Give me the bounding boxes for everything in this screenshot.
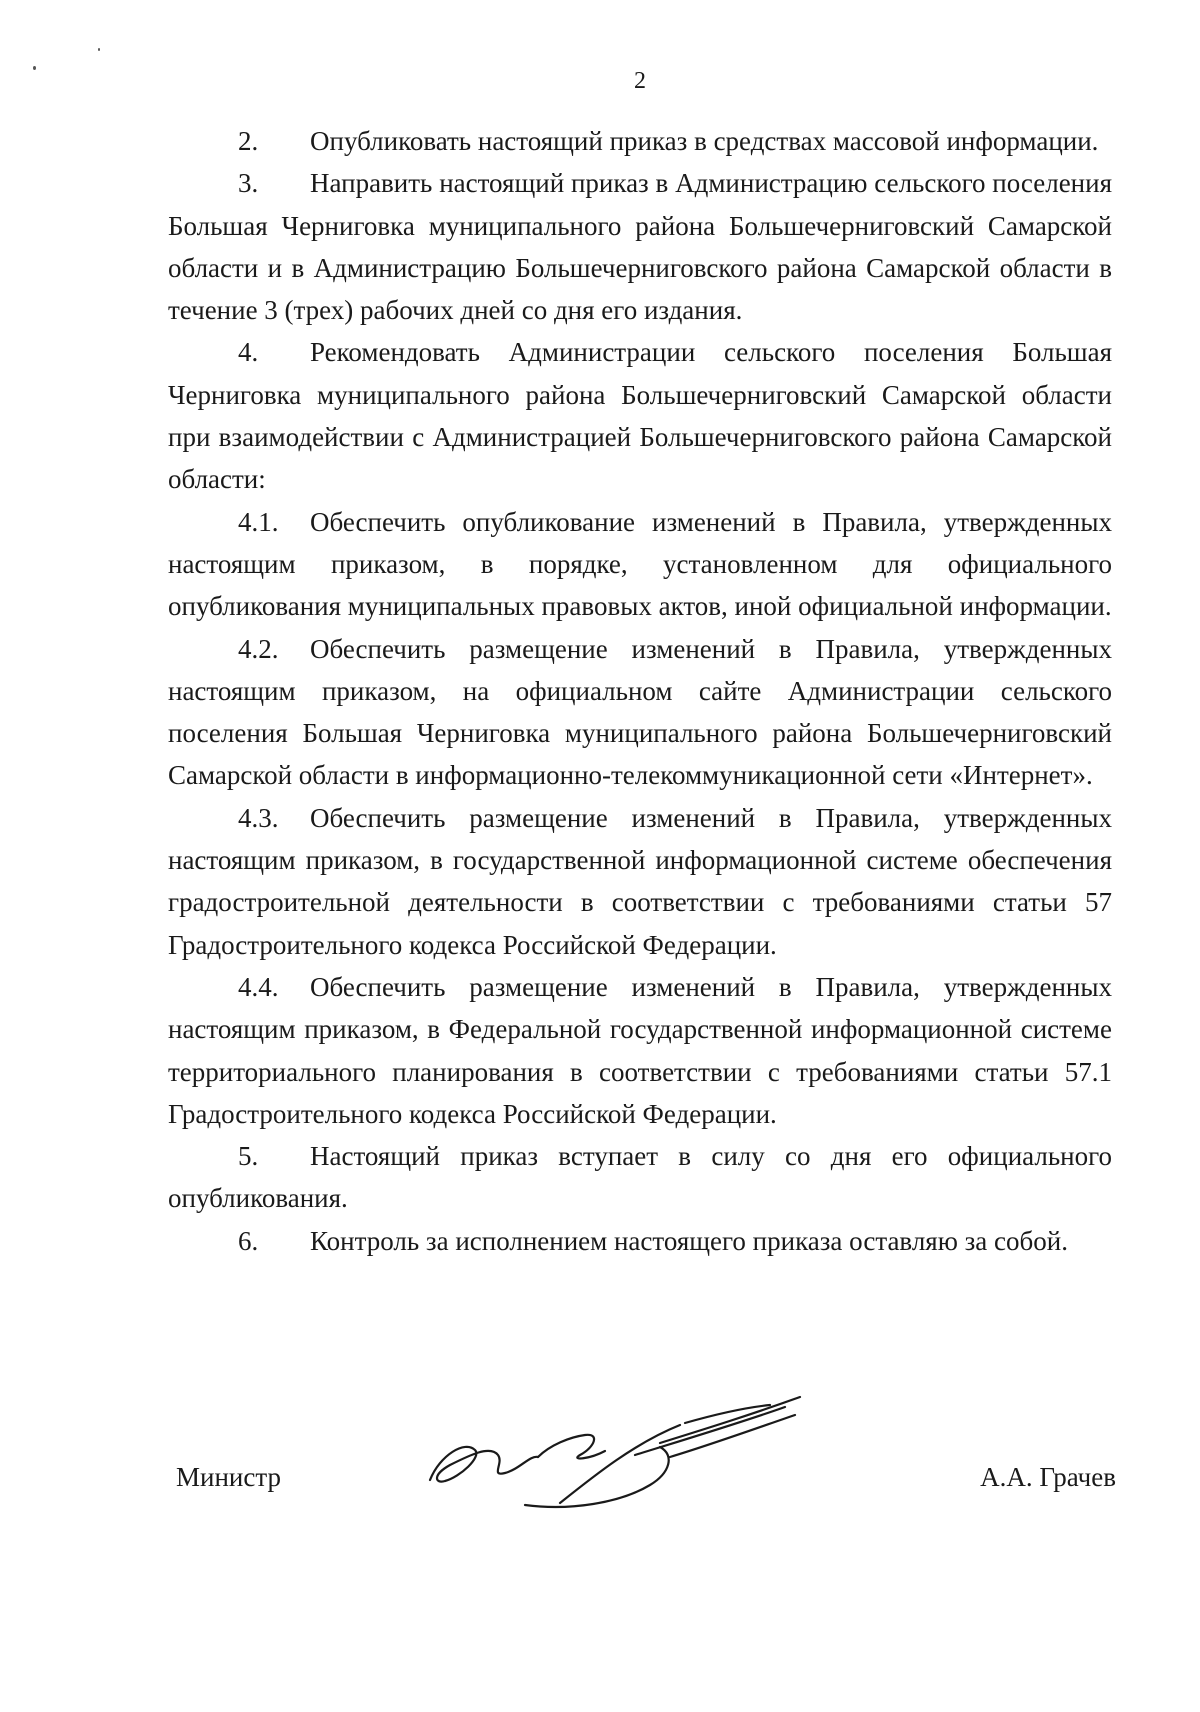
paragraph-text: Обеспечить размещение изменений в Правила, утвержденных настоящим приказом, на официальном сайте Администрации сельского поселения Большая Черниговка муниципального района Большечерниговский Самарской области в информационно-телекоммуникационной сети «Интернет». xyxy=(168,633,1112,791)
paragraph-number: 5. xyxy=(238,1141,259,1172)
paragraph-number: 3. xyxy=(238,168,259,199)
paragraph-number: 4.1. xyxy=(238,506,279,537)
paragraph-4-4 xyxy=(168,966,1112,1135)
scan-speck xyxy=(98,48,100,51)
document-body xyxy=(168,120,1112,1262)
signatory-name: А.А. Грачев xyxy=(980,1462,1116,1492)
paragraph-number: 6. xyxy=(238,1225,259,1256)
paragraph-5 xyxy=(168,1135,1112,1220)
paragraph-number: 4.3. xyxy=(238,802,279,833)
paragraph-4 xyxy=(168,331,1112,500)
paragraph-3 xyxy=(168,162,1112,331)
paragraph-6 xyxy=(168,1220,1112,1262)
page-number: 2 xyxy=(634,68,646,94)
paragraph-2 xyxy=(168,120,1112,162)
paragraph-4-2 xyxy=(168,628,1112,797)
paragraph-number: 4.4. xyxy=(238,971,279,1002)
paragraph-text: Направить настоящий приказ в Администрацию сельского поселения Большая Черниговка муниципального района Большечерниговский Самарской области и в Администрацию Большечерниговского района Самарской области в течение 3 (трех) рабочих дней со дня его издания. xyxy=(168,168,1112,326)
paragraph-text: Настоящий приказ вступает в силу со дня его официального опубликования. xyxy=(168,1141,1112,1214)
paragraph-text: Обеспечить размещение изменений в Правила, утвержденных настоящим приказом, в Федеральной государственной информационной системе территориального планирования в соответствии с требованиями статьи 57.1 Градостроительного кодекса Российской Федерации. xyxy=(168,971,1112,1129)
paragraph-number: 2. xyxy=(238,126,259,156)
paragraph-text: Рекомендовать Администрации сельского поселения Большая Черниговка муниципального района Большечерниговский Самарской области при взаимодействии с Администрацией Большечерниговского района Самарской области: xyxy=(168,337,1112,495)
paragraph-number: 4. xyxy=(238,337,259,368)
paragraph-4-3 xyxy=(168,797,1112,966)
signatory-title: Министр xyxy=(176,1462,281,1492)
paragraph-4-1 xyxy=(168,501,1112,628)
signature-block xyxy=(176,1462,1116,1502)
paragraph-text: Контроль за исполнением настоящего приказа оставляю за собой. xyxy=(310,1225,1068,1256)
paragraph-text: Обеспечить размещение изменений в Правила, утвержденных настоящим приказом, в государственной информационной системе обеспечения градостроительной деятельности в соответствии с требованиями статьи 57 Градостроительного кодекса Российской Федерации. xyxy=(168,802,1112,960)
paragraph-text: Опубликовать настоящий приказ в средствах массовой информации. xyxy=(310,126,1099,156)
paragraph-text: Обеспечить опубликование изменений в Правила, утвержденных настоящим приказом, в порядке, установленном для официального опубликования муниципальных правовых актов, иной официальной информации. xyxy=(168,506,1112,622)
paragraph-number: 4.2. xyxy=(238,633,279,664)
